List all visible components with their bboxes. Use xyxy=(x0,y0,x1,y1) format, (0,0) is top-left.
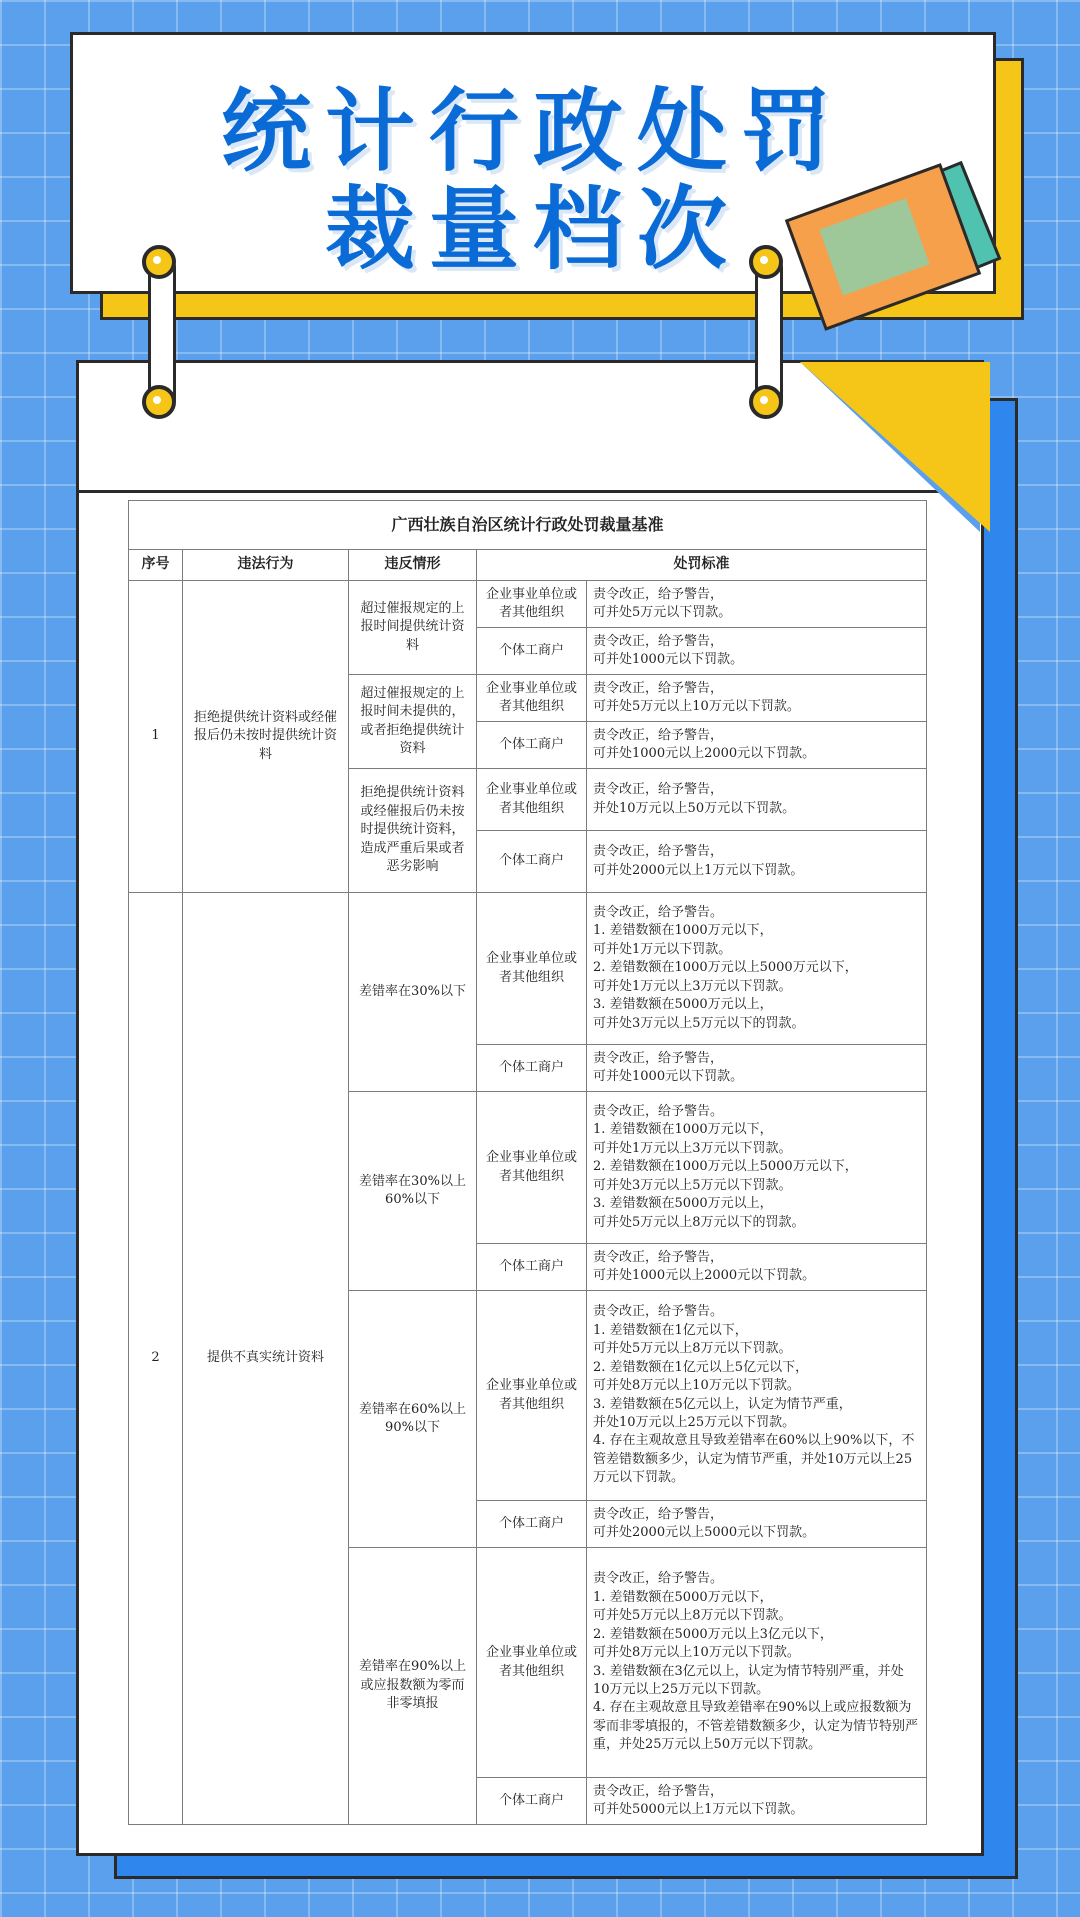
subject-cell: 企业事业单位或者其他组织 xyxy=(477,581,587,628)
ring-hole-icon xyxy=(749,385,783,419)
penalty-cell: 责令改正，给予警告， 可并处5000元以上1万元以下罚款。 xyxy=(587,1778,927,1825)
circumstance-cell: 差错率在30%以下 xyxy=(349,893,477,1092)
penalty-cell: 责令改正，给予警告， 可并处5万元以下罚款。 xyxy=(587,581,927,628)
circumstance-cell: 超过催报规定的上报时间提供统计资料 xyxy=(349,581,477,675)
title-line-1: 统计行政处罚 xyxy=(221,79,845,184)
seq-cell: 1 xyxy=(129,581,183,893)
circumstance-cell: 拒绝提供统计资料或经催报后仍未按时提供统计资料，造成严重后果或者恶劣影响 xyxy=(349,769,477,893)
penalty-cell: 责令改正，给予警告， 可并处5万元以上10万元以下罚款。 xyxy=(587,675,927,722)
header-seq: 序号 xyxy=(129,550,183,581)
circumstance-cell: 差错率在30%以上60%以下 xyxy=(349,1092,477,1291)
table-caption: 广西壮族自治区统计行政处罚裁量基准 xyxy=(129,501,927,550)
title-line-2: 裁量档次 xyxy=(325,177,741,282)
penalty-standard-table xyxy=(128,500,927,1825)
circumstance-cell: 差错率在90%以上或应报数额为零而非零填报 xyxy=(349,1548,477,1825)
penalty-cell: 责令改正，给予警告， 可并处1000元以下罚款。 xyxy=(587,1045,927,1092)
subject-cell: 企业事业单位或者其他组织 xyxy=(477,675,587,722)
subject-cell: 企业事业单位或者其他组织 xyxy=(477,769,587,831)
penalty-cell: 责令改正，给予警告。 1. 差错数额在5000万元以下， 可并处5万元以上8万元以下罚款。 2. 差错数额在5000万元以上3亿元以下， 可并处8万元以上10万元以下罚款。 3. 差错数额在3亿元以上，认定为情节特别严重，并处10万元以上25万元以下罚款。 4. 存在主观故意且导致差错率在90%以上或应报数额为零而非零填报的，不管差错数额多少，认定为情节特别严重，并处25万元以上50万元以下罚款。 xyxy=(587,1548,927,1778)
header-penalty: 处罚标准 xyxy=(477,550,927,581)
behavior-cell: 提供不真实统计资料 xyxy=(183,893,349,1825)
subject-cell: 企业事业单位或者其他组织 xyxy=(477,1548,587,1778)
seq-cell: 2 xyxy=(129,893,183,1825)
penalty-cell: 责令改正，给予警告， 可并处1000元以下罚款。 xyxy=(587,628,927,675)
subject-cell: 个体工商户 xyxy=(477,1045,587,1092)
penalty-cell: 责令改正，给予警告， 可并处2000元以上5000元以下罚款。 xyxy=(587,1501,927,1548)
penalty-cell: 责令改正，给予警告。 1. 差错数额在1000万元以下， 可并处1万元以下罚款。 2. 差错数额在1000万元以上5000万元以下， 可并处1万元以上3万元以下罚款。 3. 差错数额在5000万元以上， 可并处3万元以上5万元以下的罚款。 xyxy=(587,893,927,1045)
subject-cell: 个体工商户 xyxy=(477,1778,587,1825)
ring-hole-icon xyxy=(142,245,176,279)
ring-hole-icon xyxy=(749,245,783,279)
circumstance-cell: 差错率在60%以上90%以下 xyxy=(349,1291,477,1548)
subject-cell: 个体工商户 xyxy=(477,1501,587,1548)
penalty-cell: 责令改正，给予警告， 可并处2000元以上1万元以下罚款。 xyxy=(587,831,927,893)
subject-cell: 企业事业单位或者其他组织 xyxy=(477,1291,587,1501)
penalty-cell: 责令改正，给予警告。 1. 差错数额在1000万元以下， 可并处1万元以上3万元以下罚款。 2. 差错数额在1000万元以上5000万元以下， 可并处3万元以上5万元以下罚款。 3. 差错数额在5000万元以上， 可并处5万元以上8万元以下的罚款。 xyxy=(587,1092,927,1244)
subject-cell: 个体工商户 xyxy=(477,1244,587,1291)
header-circumstance: 违反情形 xyxy=(349,550,477,581)
behavior-cell: 拒绝提供统计资料或经催报后仍未按时提供统计资料 xyxy=(183,581,349,893)
subject-cell: 企业事业单位或者其他组织 xyxy=(477,1092,587,1244)
ring-hole-icon xyxy=(142,385,176,419)
penalty-cell: 责令改正，给予警告。 1. 差错数额在1亿元以下， 可并处5万元以上8万元以下罚款。 2. 差错数额在1亿元以上5亿元以下， 可并处8万元以上10万元以下罚款。 3. 差错数额在5亿元以上，认定为情节严重， 并处10万元以上25万元以下罚款。 4. 存在主观故意且导致差错率在60%以上90%以下，不管差错数额多少，认定为情节严重，并处10万元以上25万元以下罚款。 xyxy=(587,1291,927,1501)
circumstance-cell: 超过催报规定的上报时间未提供的，或者拒绝提供统计资料 xyxy=(349,675,477,769)
subject-cell: 个体工商户 xyxy=(477,722,587,769)
header-behavior: 违法行为 xyxy=(183,550,349,581)
subject-cell: 个体工商户 xyxy=(477,831,587,893)
penalty-cell: 责令改正，给予警告， 可并处1000元以上2000元以下罚款。 xyxy=(587,1244,927,1291)
subject-cell: 个体工商户 xyxy=(477,628,587,675)
subject-cell: 企业事业单位或者其他组织 xyxy=(477,893,587,1045)
penalty-cell: 责令改正，给予警告， 可并处1000元以上2000元以下罚款。 xyxy=(587,722,927,769)
penalty-cell: 责令改正，给予警告， 并处10万元以上50万元以下罚款。 xyxy=(587,769,927,831)
